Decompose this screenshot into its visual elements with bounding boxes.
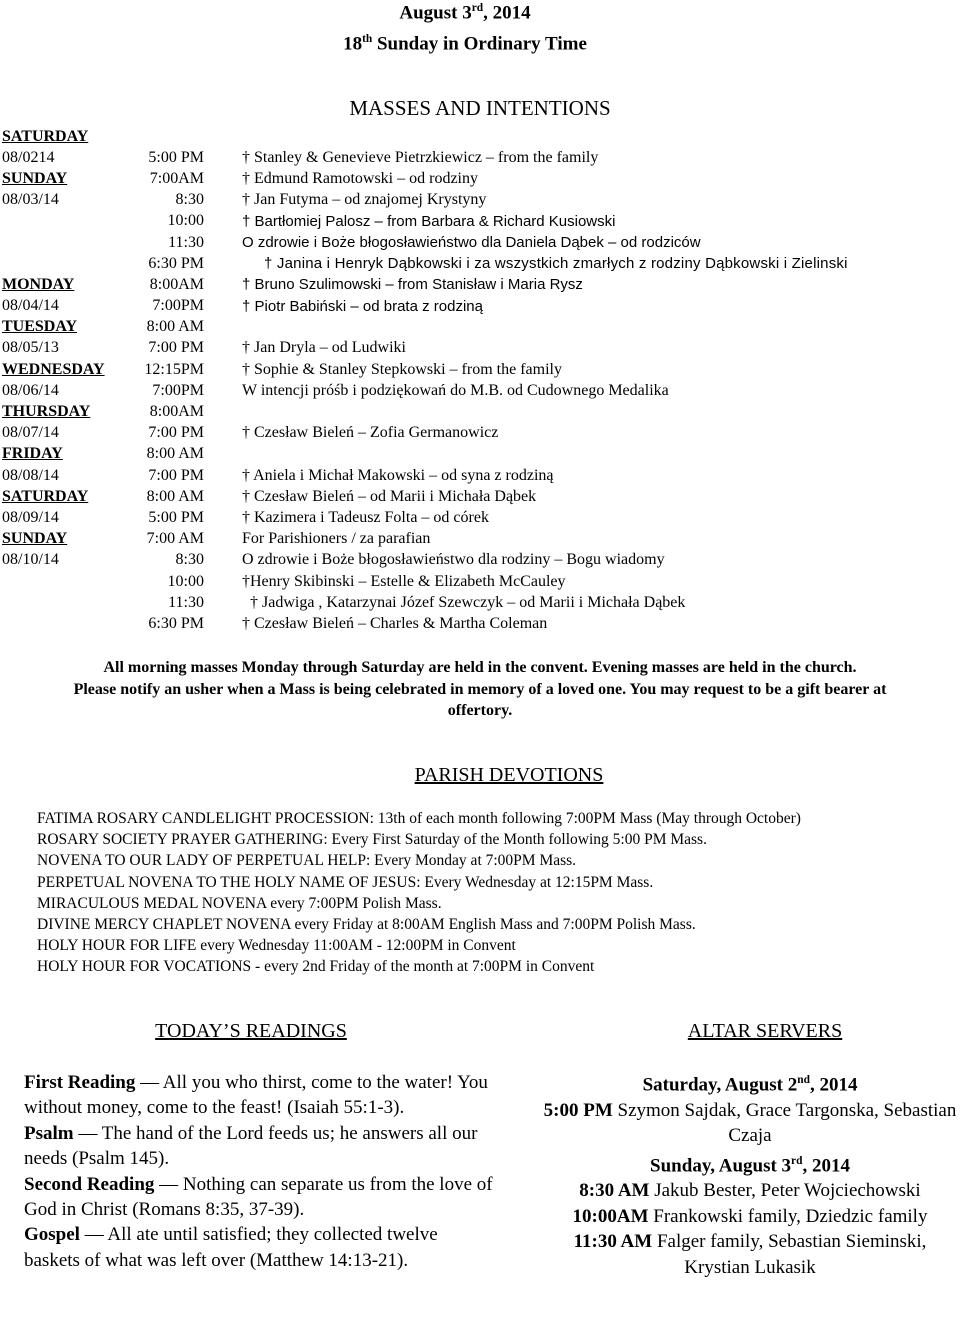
mass-row	[0, 571, 960, 592]
mass-intention: O zdrowie i Boże błogosławieństwo dla Daniela Dąbek – od rodziców	[242, 234, 701, 252]
mass-intention: † Czesław Bieleń – Zofia Germanowicz	[242, 424, 499, 442]
mass-time: 7:00PM	[152, 381, 204, 399]
mass-intention	[242, 126, 960, 147]
sunday-servers-830: 8:30 AM Jakub Bester, Peter Wojciechowski	[579, 1180, 921, 1202]
mass-row	[0, 529, 960, 550]
mass-day: SATURDAY	[2, 127, 89, 145]
devotion-item: MIRACULOUS MEDAL NOVENA every 7:00PM Polish Mass.	[37, 894, 442, 912]
mass-intention: † Czesław Bieleń – Charles & Martha Coleman	[242, 614, 548, 632]
mass-date: 08/08/14	[2, 466, 59, 484]
devotion-item: HOLY HOUR FOR LIFE every Wednesday 11:00AM - 12:00PM in Convent	[37, 937, 516, 955]
mass-row	[0, 359, 960, 380]
mass-time: 8:00AM	[149, 403, 204, 421]
mass-day: TUESDAY	[2, 318, 77, 336]
mass-intention: O zdrowie i Boże błogosławieństwo dla rodziny – Bogu wiadomy	[242, 551, 665, 569]
gospel-label: Gospel	[24, 1224, 80, 1246]
mass-time: 5:00 PM	[148, 148, 204, 166]
mass-row	[0, 147, 960, 168]
mass-intention	[242, 444, 960, 465]
mass-row	[0, 486, 960, 507]
mass-date	[0, 211, 124, 232]
mass-date	[0, 592, 124, 613]
mass-date: 08/06/14	[2, 381, 59, 399]
mass-time: 10:00	[167, 212, 204, 230]
mass-time: 8:00 AM	[146, 445, 204, 463]
mass-date: 08/03/14	[2, 191, 59, 209]
mass-intention: † Edmund Ramotowski – od rodziny	[242, 169, 478, 187]
mass-row	[0, 380, 960, 401]
mass-time: 7:00 PM	[148, 466, 204, 484]
mass-time: 7:00PM	[152, 297, 204, 315]
readings-title: TODAY’S READINGS	[155, 1020, 347, 1042]
mass-day: SUNDAY	[2, 530, 68, 548]
mass-time: 7:00 PM	[148, 339, 204, 357]
mass-row	[0, 253, 960, 274]
mass-time: 10:00	[167, 572, 204, 590]
devotions-list	[37, 808, 801, 978]
mass-intention	[242, 401, 960, 422]
mass-time: 7:00AM	[149, 169, 204, 187]
mass-time: 8:00 AM	[146, 318, 204, 336]
mass-time: 8:00AM	[149, 275, 204, 293]
mass-intention: †Henry Skibinski – Estelle & Elizabeth McCauley	[242, 572, 566, 590]
mass-intention: For Parishioners / za parafian	[242, 530, 431, 548]
first-reading-label: First Reading	[24, 1072, 136, 1093]
mass-time: 6:30 PM	[148, 254, 204, 272]
mass-intention: † Piotr Babiński – od brata z rodziną	[242, 297, 483, 315]
mass-date	[0, 232, 124, 253]
masses-title: MASSES AND INTENTIONS	[349, 96, 611, 120]
altar-servers-title: ALTAR SERVERS	[687, 1020, 843, 1042]
mass-date: 08/0214	[2, 148, 55, 166]
devotion-item: PERPETUAL NOVENA TO THE HOLY NAME OF JESUS: Every Wednesday at 12:15PM Mass.	[37, 873, 654, 891]
notice-line: offertory.	[447, 702, 513, 719]
mass-row	[0, 232, 960, 253]
mass-date: 08/05/13	[2, 339, 59, 357]
mass-intention: † Bartłomiej Palosz – from Barbara & Richard Kusiowski	[242, 212, 616, 230]
mass-intention: W intencji próśb i podziękowań do M.B. od Cudownego Medalika	[242, 381, 669, 399]
mass-day: MONDAY	[2, 275, 75, 293]
devotion-item: DIVINE MERCY CHAPLET NOVENA every Friday at 8:00AM English Mass and 7:00PM Polish Mass.	[37, 916, 696, 934]
mass-day: THURSDAY	[2, 403, 91, 421]
mass-row	[0, 592, 960, 613]
mass-row	[0, 296, 960, 317]
mass-notice	[0, 657, 960, 722]
second-reading-text: — Nothing can separate us from the love of God in Christ (Romans 8:35, 37-39).	[24, 1173, 493, 1221]
mass-intention: † Kazimera i Tadeusz Folta – od córek	[242, 508, 489, 526]
mass-time: 7:00 AM	[146, 530, 204, 548]
saturday-heading: Saturday, August 2nd, 2014	[642, 1074, 858, 1096]
mass-time: 8:00 AM	[146, 487, 204, 505]
mass-date: 08/07/14	[2, 424, 59, 442]
devotion-item: FATIMA ROSARY CANDLELIGHT PROCESSION: 13th of each month following 7:00PM Mass (May through October)	[37, 810, 801, 827]
mass-date	[0, 613, 124, 634]
mass-row	[0, 465, 960, 486]
mass-date: 08/09/14	[2, 508, 59, 526]
masses-table	[0, 126, 960, 635]
devotion-item: ROSARY SOCIETY PRAYER GATHERING: Every First Saturday of the Month following 5:00 PM Mass.	[37, 831, 707, 849]
mass-intention	[242, 317, 960, 338]
mass-row	[0, 444, 960, 465]
mass-row	[0, 338, 960, 359]
mass-intention: † Czesław Bieleń – od Marii i Michała Dąbek	[242, 487, 537, 505]
readings-text	[24, 1070, 494, 1273]
mass-date	[0, 253, 124, 274]
sunday-heading: Sunday, August 3rd, 2014	[650, 1154, 850, 1176]
devotion-item: NOVENA TO OUR LADY OF PERPETUAL HELP: Every Monday at 7:00PM Mass.	[37, 852, 577, 870]
mass-time: 6:30 PM	[148, 614, 204, 632]
bulletin-date: August 3rd, 2014	[399, 2, 531, 24]
mass-intention: † Jadwiga , Katarzynai Józef Szewczyk – od Marii i Michała Dąbek	[250, 593, 686, 611]
notice-line: All morning masses Monday through Saturday are held in the convent. Evening masses are held in the church.	[103, 659, 857, 676]
devotions-title: PARISH DEVOTIONS	[414, 764, 604, 786]
liturgical-day: 18th Sunday in Ordinary Time	[343, 33, 587, 55]
mass-row	[0, 274, 960, 295]
mass-intention: † Aniela i Michał Makowski – od syna z rodziną	[242, 466, 554, 484]
mass-intention: † Jan Futyma – od znajomej Krystyny	[242, 191, 487, 209]
mass-row	[0, 401, 960, 422]
mass-row	[0, 613, 960, 634]
mass-row	[0, 126, 960, 147]
mass-time: 5:00 PM	[148, 508, 204, 526]
mass-time: 12:15PM	[144, 360, 204, 378]
mass-row	[0, 168, 960, 189]
gospel-text: — All ate until satisfied; they collected twelve baskets of what was left over (Matthew 14:13-21).	[24, 1224, 438, 1271]
mass-row	[0, 550, 960, 571]
mass-time: 8:30	[175, 551, 204, 569]
mass-intention: † Stanley & Genevieve Pietrzkiewicz – from the family	[242, 148, 599, 166]
sunday-servers-1130: 11:30 AM Falger family, Sebastian Sieminski, Krystian Lukasik	[573, 1231, 927, 1278]
notice-line: Please notify an usher when a Mass is being celebrated in memory of a loved one. You may request to be a gift bearer at	[73, 680, 887, 698]
mass-row	[0, 423, 960, 444]
mass-intention: † Janina i Henryk Dąbkowski i za wszystkich zmarłych z rodziny Dąbkowski i Zielinski	[264, 255, 848, 273]
devotion-item: HOLY HOUR FOR VOCATIONS - every 2nd Friday of the month at 7:00PM in Convent	[37, 958, 595, 976]
psalm-text: — The hand of the Lord feeds us; he answers all our needs (Psalm 145).	[24, 1122, 478, 1170]
mass-date: 08/10/14	[2, 551, 59, 569]
psalm-label: Psalm	[24, 1122, 74, 1144]
mass-row	[0, 190, 960, 211]
sunday-servers-1000: 10:00AM Frankowski family, Dziedzic family	[572, 1205, 928, 1227]
mass-row	[0, 211, 960, 232]
mass-time: 11:30	[168, 233, 204, 251]
second-reading-label: Second Reading	[24, 1173, 155, 1195]
mass-row	[0, 317, 960, 338]
mass-date: 08/04/14	[2, 297, 59, 315]
mass-date	[0, 571, 124, 592]
mass-row	[0, 507, 960, 528]
mass-day: SATURDAY	[2, 487, 89, 505]
mass-intention: † Sophie & Stanley Stepkowski – from the family	[242, 360, 562, 378]
mass-time: 8:30	[175, 191, 204, 209]
mass-day: SUNDAY	[2, 169, 68, 187]
altar-servers	[540, 1068, 960, 1280]
mass-intention: † Jan Dryla – od Ludwiki	[242, 339, 406, 357]
mass-time: 11:30	[168, 593, 204, 611]
saturday-servers: 5:00 PM Szymon Sajdak, Grace Targonska, Sebastian Czaja	[543, 1099, 957, 1147]
mass-day: FRIDAY	[2, 445, 63, 463]
mass-time	[124, 126, 242, 147]
mass-time: 7:00 PM	[148, 424, 204, 442]
mass-day: WEDNESDAY	[2, 360, 105, 378]
mass-intention: † Bruno Szulimowski – from Stanisław i Maria Rysz	[242, 276, 583, 294]
first-reading-text: — All you who thirst, come to the water! You without money, come to the feast! (Isaiah 55:1-3).	[24, 1072, 488, 1119]
